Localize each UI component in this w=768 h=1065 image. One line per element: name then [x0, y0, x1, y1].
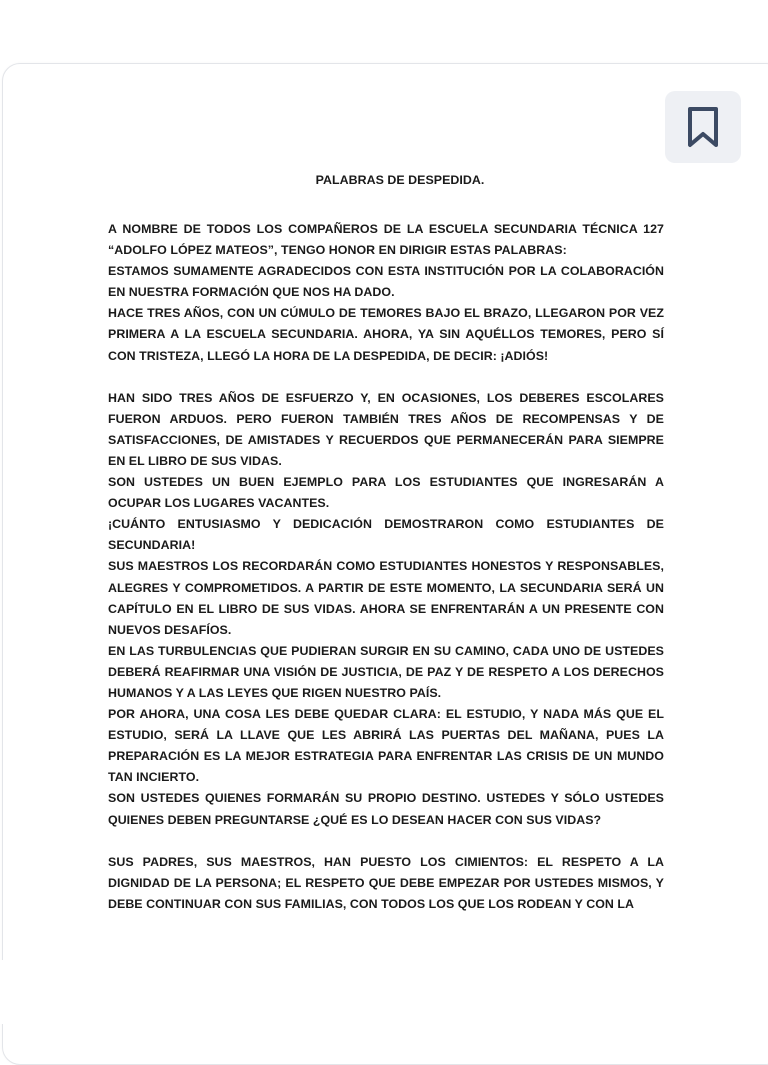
paragraph-spacer — [108, 367, 664, 388]
paragraph: SUS PADRES, SUS MAESTROS, HAN PUESTO LOS CIMIENTOS: EL RESPETO A LA DIGNIDAD DE LA PERSONA; EL RESPETO QUE DEBE EMPEZAR POR USTEDES MISMOS, Y DEBE CONTINUAR CON SUS FAMILIAS, CON TODOS LOS QUE LOS RODEAN Y CON LA — [108, 854, 664, 911]
paragraph: SON USTEDES QUIENES FORMARÁN SU PROPIO DESTINO. USTEDES Y SÓLO USTEDES QUIENES DEBEN PREGUNTARSE ¿QUÉ ES LO DESEAN HACER CON SUS VIDAS? — [108, 791, 664, 827]
paragraph: ESTAMOS SUMAMENTE AGRADECIDOS CON ESTA INSTITUCIÓN POR LA COLABORACIÓN EN NUESTRA FORMACIÓN QUE NOS HA DADO. — [108, 264, 664, 300]
bookmark-icon — [685, 105, 721, 149]
paragraph: HAN SIDO TRES AÑOS DE ESFUERZO Y, EN OCASIONES, LOS DEBERES ESCOLARES FUERON ARDUOS. PERO FUERON TAMBIÉN TRES AÑOS DE RECOMPENSAS Y DE SATISFACCIONES, DE AMISTADES Y RECUERDOS QUE PERMANECERÁN PARA SIEMPRE EN EL LIBRO DE SUS VIDAS. — [108, 390, 664, 468]
bottom-area — [0, 960, 768, 1024]
paragraph: A NOMBRE DE TODOS LOS COMPAÑEROS DE LA ESCUELA SECUNDARIA TÉCNICA 127 “ADOLFO LÓPEZ MATEOS”, TENGO HONOR EN DIRIGIR ESTAS PALABRAS: — [108, 222, 664, 258]
bookmark-button[interactable] — [665, 91, 741, 163]
paragraph-spacer — [108, 831, 664, 852]
paragraph: HACE TRES AÑOS, CON UN CÚMULO DE TEMORES BAJO EL BRAZO, LLEGARON POR VEZ PRIMERA A LA ESCUELA SECUNDARIA. AHORA, YA SIN AQUÉLLOS TEMORES, PERO SÍ CON TRISTEZA, LLEGÓ LA HORA DE LA DESPEDIDA, DE DECIR: ¡ADIÓS! — [108, 306, 664, 363]
document-title: PALABRAS DE DESPEDIDA. — [315, 173, 485, 187]
paragraph: EN LAS TURBULENCIAS QUE PUDIERAN SURGIR EN SU CAMINO, CADA UNO DE USTEDES DEBERÁ REAFIRMAR UNA VISIÓN DE JUSTICIA, DE PAZ Y DE RESPETO A LOS DERECHOS HUMANOS Y A LAS LEYES QUE RIGEN NUESTRO PAÍS. — [108, 643, 664, 700]
paragraph: SON USTEDES UN BUEN EJEMPLO PARA LOS ESTUDIANTES QUE INGRESARÁN A OCUPAR LOS LUGARES VACANTES. — [108, 475, 664, 511]
paragraph: POR AHORA, UNA COSA LES DEBE QUEDAR CLARA: EL ESTUDIO, Y NADA MÁS QUE EL ESTUDIO, SERÁ LA LLAVE QUE LES ABRIRÁ LAS PUERTAS DEL MAÑANA, PUES LA PREPARACIÓN ES LA MEJOR ESTRATEGIA PARA ENFRENTAR LAS CRISIS DE UN MUNDO TAN INCIERTO. — [108, 707, 664, 785]
paragraph: ¡CUÁNTO ENTUSIASMO Y DEDICACIÓN DEMOSTRARON COMO ESTUDIANTES DE SECUNDARIA! — [108, 517, 664, 553]
document-body — [108, 170, 664, 915]
paragraph: SUS MAESTROS LOS RECORDARÁN COMO ESTUDIANTES HONESTOS Y RESPONSABLES, ALEGRES Y COMPROMETIDOS. A PARTIR DE ESTE MOMENTO, LA SECUNDARIA SERÁ UN CAPÍTULO EN EL LIBRO DE SUS VIDAS. AHORA SE ENFRENTARÁN A UN PRESENTE CON NUEVOS DESAFÍOS. — [108, 559, 664, 637]
